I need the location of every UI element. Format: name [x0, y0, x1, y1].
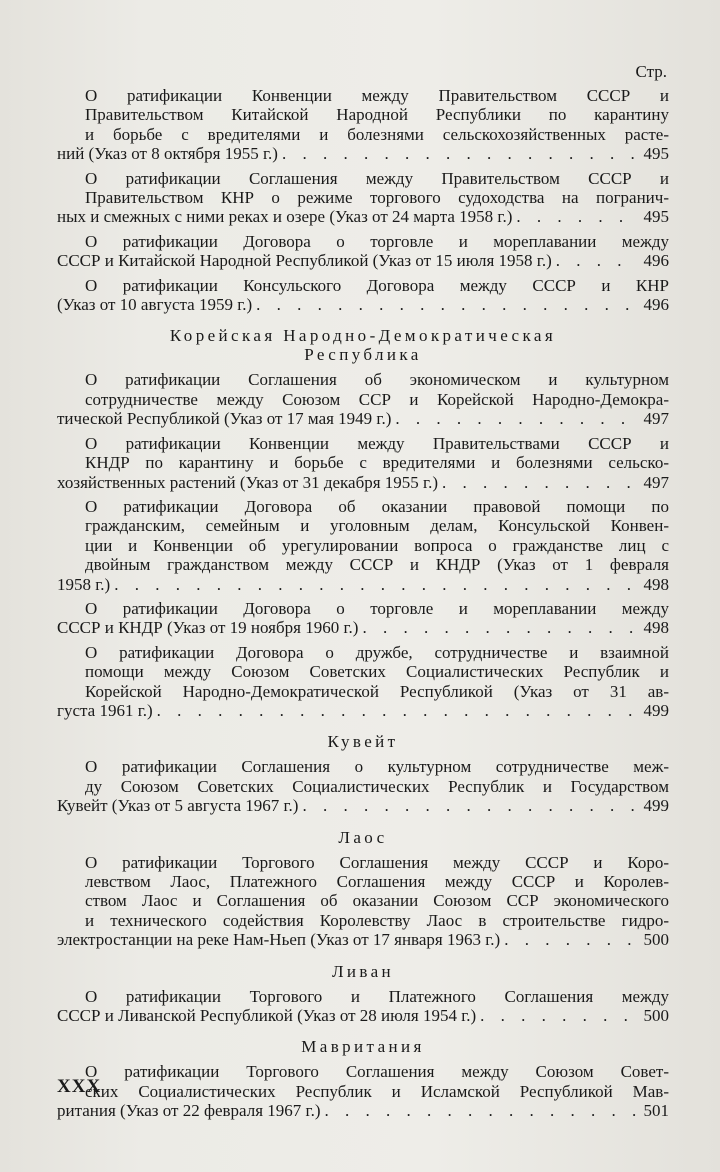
entry-last-line — [57, 796, 669, 815]
toc-entry — [57, 169, 669, 227]
entry-page-number: 500 — [643, 930, 669, 950]
contents-list — [57, 86, 669, 1121]
entry-line: О ратификации Договора о дружбе, сотрудничестве и взаимной — [85, 642, 669, 662]
section-heading-line: Мавритания — [301, 1037, 425, 1057]
entry-last-text: Кувейт (Указ от 5 августа 1967 г.) — [57, 796, 299, 816]
entry-page-number: 495 — [643, 207, 669, 227]
section-heading — [57, 962, 669, 981]
dot-leader — [252, 295, 637, 314]
dot-leader — [391, 409, 637, 428]
toc-entry — [57, 853, 669, 950]
dot-leader — [298, 796, 637, 815]
dot-leader — [278, 144, 638, 163]
entry-line: и технического содействия Королевству Лаос в строительстве гидро- — [85, 910, 669, 930]
entry-text — [57, 497, 669, 575]
entry-page-number: 500 — [643, 1006, 669, 1026]
entry-last-text: густа 1961 г.) — [57, 700, 153, 720]
entry-text — [57, 276, 669, 295]
entry-last-text: СССР и Китайской Народной Республикой (Указ от 15 июля 1958 г.) — [57, 251, 552, 271]
section-heading-line: Кувейт — [327, 732, 399, 752]
entry-last-line — [57, 701, 669, 720]
entry-text — [57, 1062, 669, 1101]
dot-leader — [153, 701, 638, 720]
toc-entry — [57, 757, 669, 815]
entry-page-number: 499 — [643, 700, 669, 720]
table-of-contents — [57, 62, 669, 1126]
toc-entry — [57, 434, 669, 492]
dot-leader — [512, 207, 637, 226]
section-heading — [57, 326, 669, 364]
entry-line: О ратификации Соглашения о культурном сотрудничестве меж- — [85, 757, 669, 777]
entry-text — [57, 757, 669, 796]
entry-page-number: 496 — [643, 251, 669, 271]
entry-page-number: 501 — [643, 1101, 669, 1121]
entry-last-text: СССР и Ливанской Республикой (Указ от 28 июля 1954 г.) — [57, 1006, 477, 1026]
entry-text — [57, 987, 669, 1006]
entry-line: сотрудничестве между Союзом ССР и Корейской Народно-Демокра- — [85, 389, 669, 409]
entry-text — [57, 169, 669, 208]
entry-line: О ратификации Договора о торговле и мореплавании между — [85, 598, 669, 618]
entry-last-line — [57, 144, 669, 163]
entry-text — [57, 853, 669, 931]
entry-page-number: 496 — [643, 295, 669, 315]
entry-text — [57, 434, 669, 473]
entry-line: О ратификации Конвенции между Правительством СССР и — [85, 86, 669, 105]
dot-leader — [321, 1101, 638, 1120]
entry-last-text: СССР и КНДР (Указ от 19 ноября 1960 г.) — [57, 618, 359, 638]
entry-line: Правительством Китайской Народной Республики по карантину — [85, 105, 669, 125]
entry-last-text: 1958 г.) — [57, 574, 111, 594]
dot-leader — [500, 930, 637, 949]
section-heading — [57, 828, 669, 847]
entry-text — [57, 643, 669, 701]
entry-line: ду Союзом Советских Социалистических Республик и Государством — [85, 776, 669, 796]
entry-line: О ратификации Договора об оказании правовой помощи по — [85, 496, 669, 516]
entry-last-text: хозяйственных растений (Указ от 31 декабря 1955 г.) — [57, 472, 439, 492]
entry-last-line — [57, 207, 669, 226]
toc-entry — [57, 276, 669, 315]
entry-last-line — [57, 1006, 669, 1025]
dot-leader — [476, 1006, 637, 1025]
entry-text — [57, 232, 669, 251]
entry-line: О ратификации Торгового Соглашения между Союзом Совет- — [85, 1062, 669, 1082]
entry-last-text: электростанции на реке Нам-Ньеп (Указ от 17 января 1963 г.) — [57, 930, 501, 950]
dot-leader — [358, 618, 637, 637]
section-heading — [57, 732, 669, 751]
entry-last-line — [57, 295, 669, 314]
entry-page-number: 499 — [643, 796, 669, 816]
entry-line: О ратификации Торгового Соглашения между СССР и Коро- — [85, 852, 669, 872]
entry-page-number: 498 — [643, 618, 669, 638]
section-heading-line: Лаос — [338, 827, 388, 847]
entry-last-text: (Указ от 10 августа 1959 г.) — [57, 295, 253, 315]
entry-line: О ратификации Торгового и Платежного Соглашения между — [85, 986, 669, 1006]
entry-line: КНДР по карантину и борьбе с вредителями и болезнями сельско- — [85, 453, 669, 473]
dot-leader — [110, 575, 637, 594]
entry-last-line — [57, 575, 669, 594]
entry-page-number: 497 — [643, 409, 669, 429]
entry-line: О ратификации Соглашения об экономическом и культурном — [85, 370, 669, 390]
dot-leader — [438, 473, 637, 492]
entry-line: О ратификации Договора о торговле и мореплавании между — [85, 231, 669, 251]
entry-text — [57, 599, 669, 618]
entry-line: О ратификации Соглашения между Правительством СССР и — [85, 168, 669, 188]
entry-last-text: ритания (Указ от 22 февраля 1967 г.) — [57, 1101, 321, 1121]
toc-entry — [57, 987, 669, 1026]
entry-line: Корейской Народно-Демократической Республикой (Указ от 31 ав- — [85, 681, 669, 701]
entry-page-number: 495 — [643, 144, 669, 164]
entry-last-line — [57, 1101, 669, 1120]
page-number-roman: XXX — [57, 1076, 102, 1097]
entry-line: О ратификации Конвенции между Правительствами СССР и — [85, 433, 669, 453]
toc-entry — [57, 599, 669, 638]
entry-last-text: тической Республикой (Указ от 17 мая 1949 г.) — [57, 409, 392, 429]
toc-entry — [57, 370, 669, 428]
entry-line: Правительством КНР о режиме торгового судоходства на погранич- — [85, 188, 669, 208]
entry-last-line — [57, 473, 669, 492]
section-heading-line: Ливан — [331, 961, 395, 981]
entry-page-number: 498 — [643, 574, 669, 594]
toc-entry — [57, 1062, 669, 1120]
toc-entry — [57, 497, 669, 594]
entry-last-text: ний (Указ от 8 октября 1955 г.) — [57, 144, 278, 164]
entry-line: ством Лаос и Соглашения об оказании Союзом ССР экономического — [85, 891, 669, 911]
toc-entry — [57, 232, 669, 271]
entry-line: ции и Конвенции об урегулировании вопроса о гражданстве лиц с — [85, 535, 669, 555]
section-heading — [57, 1037, 669, 1056]
toc-entry — [57, 643, 669, 721]
entry-last-text: ных и смежных с ними реках и озере (Указ от 24 марта 1958 г.) — [57, 207, 513, 227]
entry-last-line — [57, 409, 669, 428]
entry-last-line — [57, 930, 669, 949]
section-heading-line: Республика — [304, 345, 422, 365]
entry-page-number: 497 — [643, 472, 669, 492]
entry-last-line — [57, 618, 669, 637]
entry-line: ских Социалистических Республик и Исламской Республикой Мав- — [85, 1081, 669, 1101]
entry-line: двойным гражданством между СССР и КНДР (Указ от 1 февраля — [85, 555, 669, 575]
dot-leader — [552, 251, 638, 270]
entry-text — [57, 86, 669, 144]
entry-line: левством Лаос, Платежного Соглашения между СССР и Королев- — [85, 872, 669, 891]
page-column-header: Стр. — [635, 62, 667, 81]
entry-line: гражданским, семейным и уголовным делам, Консульской Конвен- — [85, 516, 669, 536]
section-heading-line: Корейская Народно-Демократическая — [169, 326, 557, 346]
entry-line: помощи между Союзом Советских Социалистических Республик и — [85, 662, 669, 682]
entry-last-line — [57, 251, 669, 270]
entry-line: О ратификации Консульского Договора между СССР и КНР — [85, 275, 669, 295]
toc-entry — [57, 86, 669, 164]
entry-line: и борьбе с вредителями и болезнями сельскохозяйственных расте- — [85, 124, 669, 144]
entry-text — [57, 370, 669, 409]
